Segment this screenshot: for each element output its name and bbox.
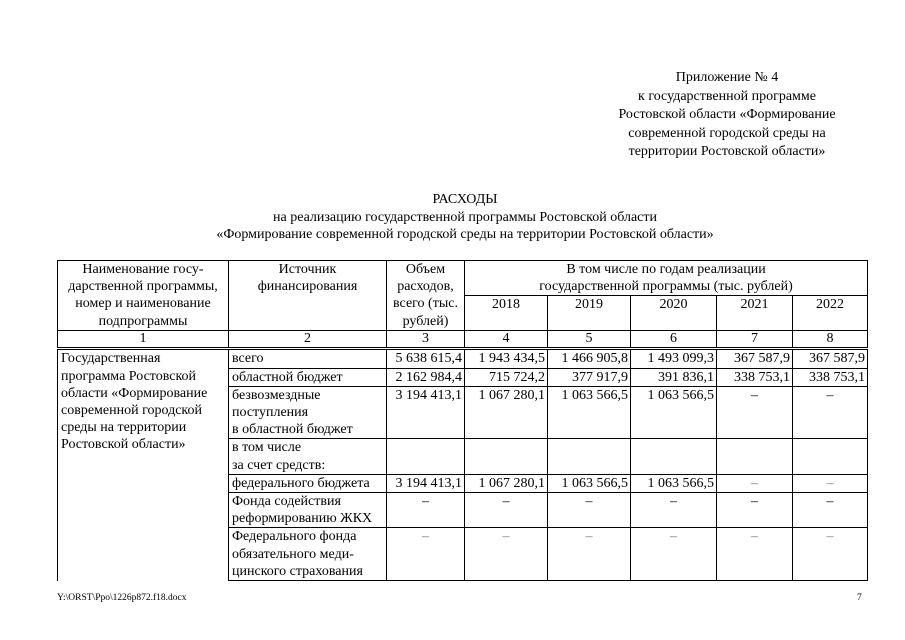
header-year: 2020 <box>631 296 717 331</box>
value-cell: – <box>465 528 548 581</box>
value-cell: 1 067 280,1 <box>465 386 548 439</box>
value-cell <box>793 439 868 474</box>
column-number: 1 <box>58 331 229 349</box>
document-heading <box>160 191 770 244</box>
value-cell: 715 724,2 <box>465 368 548 386</box>
value-cell: – <box>793 528 868 581</box>
value-cell: – <box>387 528 465 581</box>
funding-source-cell: областной бюджет <box>229 368 387 386</box>
column-number: 4 <box>465 331 548 349</box>
appendix-line: территории Ростовской области» <box>628 144 826 160</box>
table-row <box>58 349 868 368</box>
value-cell: – <box>793 474 868 492</box>
value-cell: 391 836,1 <box>631 368 717 386</box>
funding-source-cell: Федерального фонда обязательного меди- цинского страхования <box>229 528 387 581</box>
value-cell: – <box>793 493 868 528</box>
header-funding-source: Источник финансирования <box>229 261 387 331</box>
funding-source-cell: федерального бюджета <box>229 474 387 492</box>
appendix-line: Приложение № 4 <box>675 70 779 85</box>
heading-program-name: «Формирование современной городской среды на территории Ростовской области» <box>216 227 714 242</box>
value-cell: 5 638 615,4 <box>387 349 465 368</box>
value-cell: – <box>717 386 793 439</box>
column-number: 3 <box>387 331 465 349</box>
value-cell: 1 063 566,5 <box>631 474 717 492</box>
header-year: 2019 <box>548 296 631 331</box>
value-cell: – <box>793 386 868 439</box>
value-cell: – <box>548 528 631 581</box>
heading-subtitle: на реализацию государственной программы Ростовской области <box>272 209 657 225</box>
value-cell: – <box>717 474 793 492</box>
value-cell: 1 067 280,1 <box>465 474 548 492</box>
value-cell: – <box>465 493 548 528</box>
column-numbering-row <box>58 331 868 349</box>
header-year: 2022 <box>793 296 868 331</box>
funding-source-cell: в том числе за счет средств: <box>229 439 387 474</box>
value-cell: 338 753,1 <box>793 368 868 386</box>
appendix-line: Ростовской области «Формирование <box>618 107 836 123</box>
value-cell: 1 063 566,5 <box>548 386 631 439</box>
value-cell: 367 587,9 <box>717 349 793 368</box>
value-cell: 1 493 099,3 <box>631 349 717 368</box>
value-cell <box>717 439 793 474</box>
appendix-line: современной городской среды на <box>628 125 826 141</box>
header-program-name: Наименование госу- дарственной программы, номер и наименование подпрограммы <box>58 261 229 331</box>
heading-title: РАСХОДЫ <box>432 192 498 207</box>
header-year: 2021 <box>717 296 793 331</box>
value-cell: 3 194 413,1 <box>387 386 465 439</box>
value-cell: 367 587,9 <box>793 349 868 368</box>
header-total-volume: Объем расходов, всего (тыс. рублей) <box>387 261 465 331</box>
value-cell: 3 194 413,1 <box>387 474 465 492</box>
value-cell <box>387 439 465 474</box>
value-cell: – <box>387 493 465 528</box>
value-cell: – <box>631 493 717 528</box>
funding-source-cell: всего <box>229 349 387 368</box>
column-number: 5 <box>548 331 631 349</box>
program-name-cell: Государственная программа Ростовской области «Формирование современной городской среды на территории Ростовской области» <box>58 349 229 581</box>
value-cell: – <box>548 493 631 528</box>
funding-source-cell: Фонда содействия реформированию ЖКХ <box>229 493 387 528</box>
header-row <box>58 261 868 296</box>
column-number: 6 <box>631 331 717 349</box>
column-number: 7 <box>717 331 793 349</box>
value-cell <box>465 439 548 474</box>
value-cell: 2 162 984,4 <box>387 368 465 386</box>
value-cell: – <box>631 528 717 581</box>
value-cell: 338 753,1 <box>717 368 793 386</box>
value-cell <box>631 439 717 474</box>
value-cell: 1 063 566,5 <box>631 386 717 439</box>
footer-page-number: 7 <box>857 593 862 603</box>
expenses-table <box>57 260 868 581</box>
funding-source-cell: безвозмездные поступления в областной бюджет <box>229 386 387 439</box>
appendix-line: к государственной программе <box>638 88 816 104</box>
column-number: 2 <box>229 331 387 349</box>
value-cell <box>548 439 631 474</box>
column-number: 8 <box>793 331 868 349</box>
footer-file-path: Y:\ORST\Ppo\1226p872.f18.docx <box>57 593 187 603</box>
header-years-group: В том числе по годам реализации государственной программы (тыс. рублей) <box>465 261 868 296</box>
value-cell: – <box>717 528 793 581</box>
value-cell: 1 466 905,8 <box>548 349 631 368</box>
value-cell: 1 063 566,5 <box>548 474 631 492</box>
value-cell: 377 917,9 <box>548 368 631 386</box>
appendix-block <box>592 69 862 162</box>
value-cell: 1 943 434,5 <box>465 349 548 368</box>
header-year: 2018 <box>465 296 548 331</box>
value-cell: – <box>717 493 793 528</box>
